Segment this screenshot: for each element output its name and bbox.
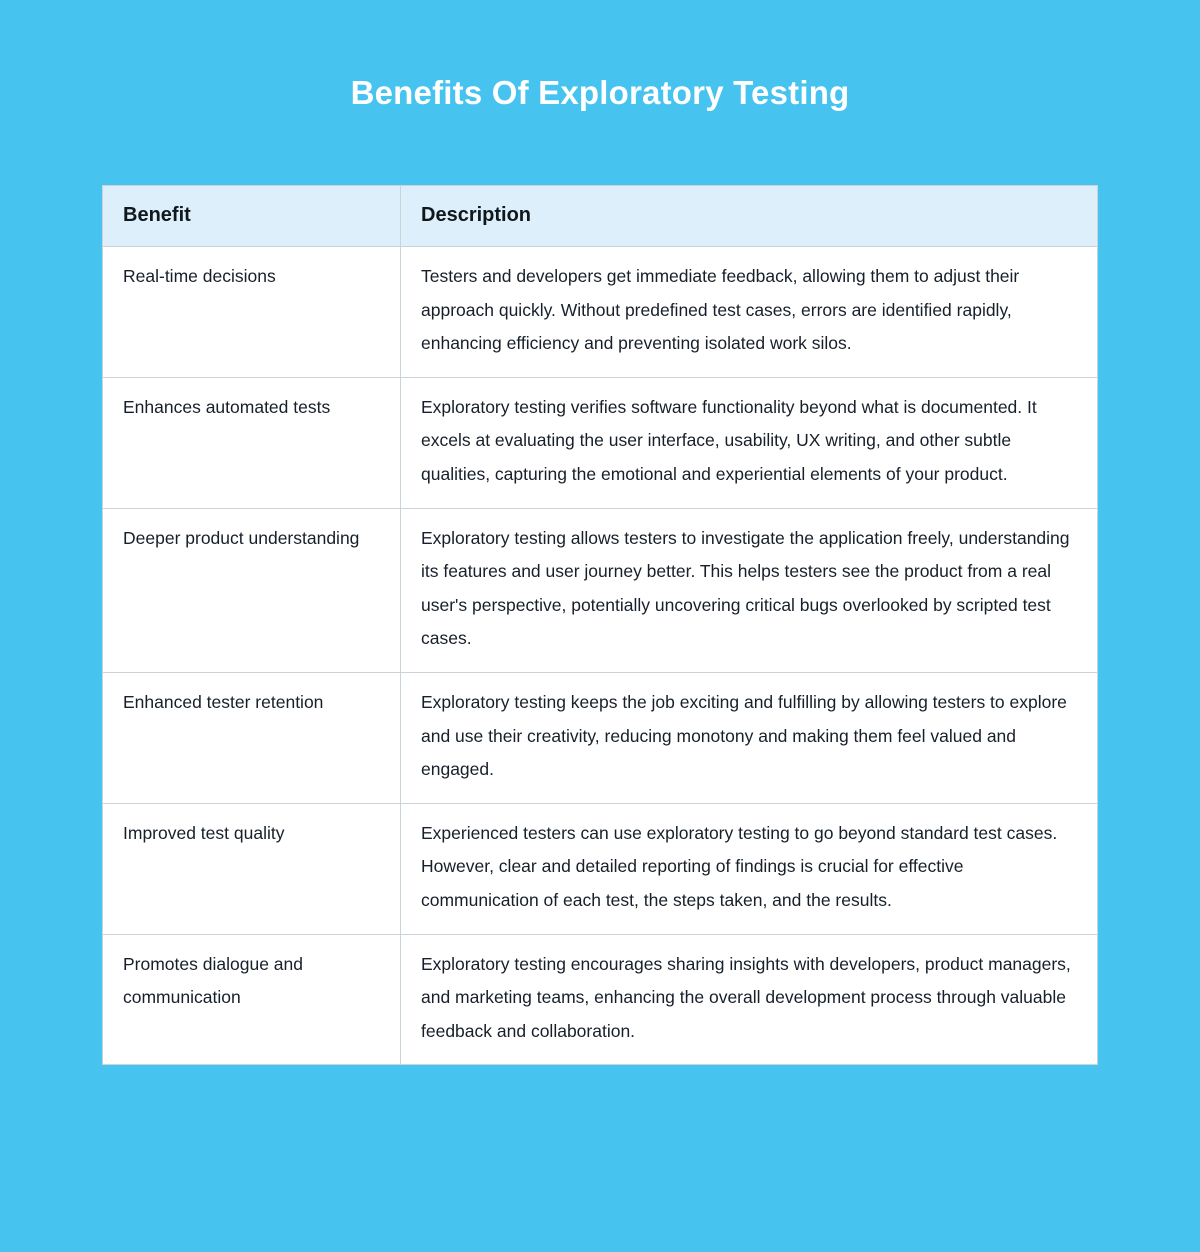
- cell-description: Testers and developers get immediate feedback, allowing them to adjust their approach quickly. Without predefined test cases, errors are identified rapidly, enhancing efficiency and preventing isolated work silos.: [401, 247, 1098, 378]
- table-row: [103, 934, 1098, 1065]
- cell-description: Exploratory testing verifies software functionality beyond what is documented. It excels at evaluating the user interface, usability, UX writing, and other subtle qualities, capturing the emotional and experiential elements of your product.: [401, 377, 1098, 508]
- table-row: [103, 508, 1098, 672]
- table-row: [103, 672, 1098, 803]
- cell-benefit: Enhanced tester retention: [103, 672, 401, 803]
- cell-benefit: Real-time decisions: [103, 247, 401, 378]
- table-row: [103, 247, 1098, 378]
- table-header-row: [103, 186, 1098, 247]
- table-header: [103, 186, 1098, 247]
- cell-description: Exploratory testing encourages sharing insights with developers, product managers, and marketing teams, enhancing the overall development process through valuable feedback and collaboration.: [401, 934, 1098, 1065]
- page-title: Benefits Of Exploratory Testing: [350, 74, 850, 111]
- table-row: [103, 803, 1098, 934]
- column-header-benefit: Benefit: [103, 186, 401, 247]
- cell-benefit: Deeper product understanding: [103, 508, 401, 672]
- benefits-table-container: [102, 185, 1098, 1065]
- cell-description: Exploratory testing keeps the job exciting and fulfilling by allowing testers to explore and use their creativity, reducing monotony and making them feel valued and engaged.: [401, 672, 1098, 803]
- table-row: [103, 377, 1098, 508]
- benefits-table: [102, 185, 1098, 1065]
- table-body: [103, 247, 1098, 1065]
- cell-benefit: Promotes dialogue and communication: [103, 934, 401, 1065]
- column-header-description: Description: [401, 186, 1098, 247]
- cell-description: Exploratory testing allows testers to investigate the application freely, understanding its features and user journey better. This helps testers see the product from a real user's perspective, potentially uncovering critical bugs overlooked by scripted test cases.: [401, 508, 1098, 672]
- cell-benefit: Enhances automated tests: [103, 377, 401, 508]
- cell-benefit: Improved test quality: [103, 803, 401, 934]
- cell-description: Experienced testers can use exploratory testing to go beyond standard test cases. However, clear and detailed reporting of findings is crucial for effective communication of each test, the steps taken, and the results.: [401, 803, 1098, 934]
